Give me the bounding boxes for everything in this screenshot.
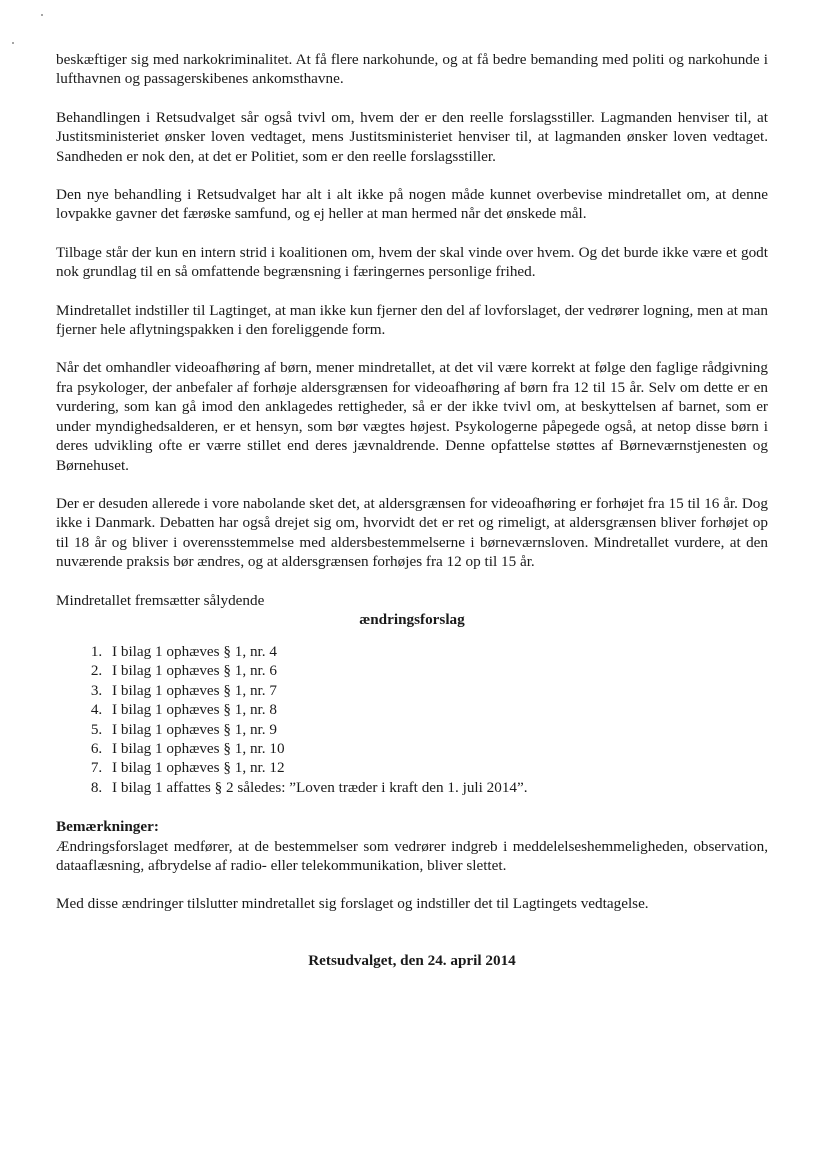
paragraph: Den nye behandling i Retsudvalget har alt i alt ikke på nogen måde kunnet overbevise mindretallet om, at denne lovpakke gavner det færøske samfund, og ej heller at man hermed når det ønskede mål. (56, 186, 768, 223)
proposal-heading: ændringsforslag (359, 610, 465, 628)
list-item: 5. I bilag 1 ophæves § 1, nr. 9 (106, 720, 768, 739)
list-item: 1. I bilag 1 ophæves § 1, nr. 4 (106, 642, 768, 661)
remarks-text: Ændringsforslaget medfører, at de bestemmelser som vedrører indgreb i meddelelseshemmeligheden, observation, dataaflæsning, afbrydelse af radio- eller telekommunikation, bliver slettet. (56, 837, 768, 874)
proposal-list (56, 642, 768, 797)
paragraph: beskæftiger sig med narkokriminalitet. At få flere narkohunde, og at få bedre bemanding med politi og narkohunde i lufthavnen og passagerskibenes ankomsthavne. (56, 51, 768, 88)
closing-paragraph: Med disse ændringer tilslutter mindretallet sig forslaget og indstiller det til Lagtingets vedtagelse. (56, 895, 649, 913)
paragraph: Tilbage står der kun en intern strid i koalitionen om, hvem der skal vinde over hvem. Og det burde ikke være et godt nok grundlag til en så omfattende begrænsning i færingernes personlige frihed. (56, 243, 768, 281)
scan-speck (41, 14, 43, 16)
paragraph: Mindretallet fremsætter sålydende (56, 591, 265, 609)
list-item: 7. I bilag 1 ophæves § 1, nr. 12 (106, 758, 768, 777)
document-page (56, 50, 768, 970)
paragraph: Behandlingen i Retsudvalget sår også tvivl om, hvem der er den reelle forslagsstiller. Lagmanden henviser til, at Justitsministeriet ønsker loven vedtaget, mens Justitsministeriet henviser til, at lagmanden ønsker loven vedtaget. Sandheden er nok den, at det er Politiet, som er den reelle forslagsstiller. (56, 108, 768, 165)
paragraph: Når det omhandler videoafhøring af børn, mener mindretallet, at det vil være korrekt at følge den faglige rådgivning fra psykologer, der anbefaler af forhøje aldersgrænsen for videoafhøring af børn fra 12 til 15 år. Selv om dette er en vurdering, som kan gå imod den anklagedes rettigheder, så er der ikke tvivl om, at beskyttelsen af barnet, som er under myndighedsalderen, er et hensyn, som bør vægtes højest. Psykologerne påpegede også, at netop disse børn i deres udvikling ofte er værre stillet end deres jævnaldrende. Denne opfattelse støttes af Børneværnstjenesten og Børnehuset. (56, 359, 768, 474)
list-item: 6. I bilag 1 ophæves § 1, nr. 10 (106, 739, 768, 758)
paragraph: Der er desuden allerede i vore nabolande sket det, at aldersgrænsen for videoafhøring er forhøjet fra 15 til 16 år. Dog ikke i Danmark. Debatten har også drejet sig om, hvorvidt det er ret og rimeligt, at aldersgrænsen bliver forhøjet op til 18 år og bliver i overensstemmelse med aldersbestemmelserne i børneværnsloven. Mindretallet vurdere, at den nuværende praksis bør ændres, og at aldersgrænsen forhøjes fra 12 op til 15 år. (56, 494, 768, 571)
remarks-title: Bemærkninger: (56, 818, 159, 836)
signature-line: Retsudvalget, den 24. april 2014 (308, 951, 516, 969)
paragraph: Mindretallet indstiller til Lagtinget, at man ikke kun fjerner den del af lovforslaget, der vedrører logning, men at man fjerner hele aflytningspakken i den foreliggende form. (56, 301, 768, 339)
list-item: 3. I bilag 1 ophæves § 1, nr. 7 (106, 681, 768, 700)
list-item: 8. I bilag 1 affattes § 2 således: ”Loven træder i kraft den 1. juli 2014”. (106, 778, 768, 797)
scan-speck (12, 42, 14, 44)
list-item: 2. I bilag 1 ophæves § 1, nr. 6 (106, 661, 768, 680)
list-item: 4. I bilag 1 ophæves § 1, nr. 8 (106, 700, 768, 719)
